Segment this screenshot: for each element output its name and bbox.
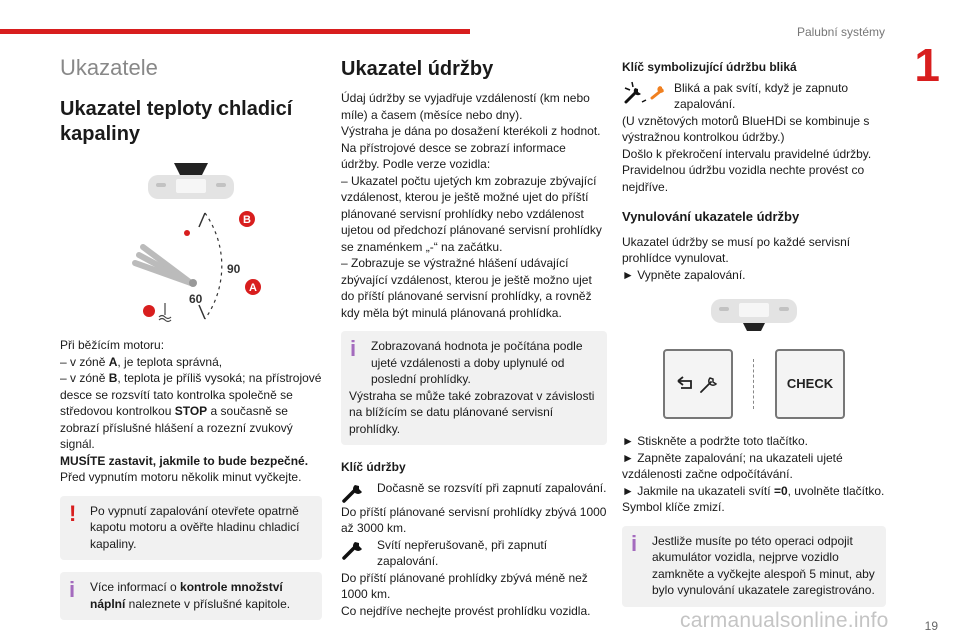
blinking-key-row: [622, 80, 886, 113]
info-text: Více informací o kontrole množství náplní naleznete v příslušné kapitole.: [90, 580, 291, 611]
coolant-temp-icon: [159, 303, 171, 322]
service-asap-text: Pravidelnou údržbu vozidla nechte provést co nejdříve.: [622, 163, 865, 194]
info-icon: i: [631, 530, 638, 556]
key-temporary-detail: Do příští plánované servisní prohlídky zbývá 1000 až 3000 km.: [341, 504, 607, 535]
coolant-heading: Ukazatel teploty chladicí kapaliny: [60, 98, 293, 145]
coolant-temperature-gauge: [121, 207, 261, 327]
service-message-text: – Zobrazuje se výstražné hlášení udávající zbývající vzdálenost, kterou je ještě možno ujet do příští plánované servisní prohlídky, a rovněž kdy měla být minulá plánovaná prohlídka.: [341, 256, 592, 320]
info-icon: i: [69, 577, 76, 602]
warning-icon: !: [69, 500, 77, 526]
info-text-calc: Zobrazovaná hodnota je počítána podle ujeté vzdálenosti a doby uplynulé od poslední prohlídky.: [371, 339, 583, 386]
key-steady-text: Svítí nepřerušovaně, při zapnutí zapalování.: [377, 537, 548, 568]
service-indicator-heading: Ukazatel údržby: [341, 58, 494, 80]
engine-running-text: Při běžícím motoru:: [60, 338, 165, 352]
column-coolant: [60, 55, 322, 632]
key-steady-row: [341, 537, 607, 570]
column-service-indicator: [341, 55, 607, 619]
zone-a-label: A: [249, 282, 257, 294]
press-hold-step: ► Stiskněte a podržte toto tlačítko.: [622, 434, 808, 448]
wrench-icon: [341, 480, 367, 504]
wait-text: Před vypnutím motoru několik minut vyčkejte.: [60, 470, 302, 484]
key-steady-advice: Co nejdříve nechejte provést prohlídku vozidla.: [341, 603, 591, 618]
info-text-date: Výstraha se může také zobrazovat v závislosti na blížícím se datu plánované servisní prohlídky.: [349, 388, 595, 436]
maintenance-key-heading: Klíč údržby: [341, 460, 406, 474]
key-temporary-row: [341, 480, 607, 504]
info-box-coolant: [60, 572, 322, 620]
key-steady-detail: Do příští plánované prohlídky zbývá méně než 1000 km.: [341, 570, 588, 601]
return-wrench-icon: [675, 373, 721, 395]
chapter-number: 1: [914, 39, 940, 91]
wrench-icon: [341, 537, 367, 561]
ignition-on-step: ► Zapněte zapalování; na ukazateli ujeté vzdálenosti začne odpočítávání.: [622, 450, 843, 481]
blinking-wrench-icon: [622, 80, 666, 106]
reset-heading: Vynulování ukazatele údržby: [622, 209, 800, 224]
zone-b-label: B: [243, 214, 251, 226]
dashboard-illustration: [146, 161, 236, 201]
service-display-text: Na přístrojové desce se zobrazí informace údržby. Podle verze vozidla:: [341, 140, 566, 171]
section-title: Ukazatele: [60, 55, 158, 80]
info-icon: i: [350, 336, 357, 361]
dashboard-illustration: [709, 297, 799, 337]
trip-reset-button[interactable]: [663, 349, 733, 419]
info-box-reset: [622, 526, 886, 607]
warning-box: [60, 496, 322, 561]
zone-b-text: – v zóně B, teplota je příliš vysoká; na přístrojové desce se rozsvítí tato kontrolka společně se středovou kontrolkou STOP a současně se zobrazí příslušné hlášení a rozezní zvukový signál.: [60, 371, 322, 451]
reset-intro-text: Ukazatel údržby se musí po každé servisní prohlídce vynulovat.: [622, 234, 851, 265]
watermark: carmanualsonline.info: [680, 609, 889, 632]
gauge-mark-90: 90: [227, 262, 241, 276]
divider: [753, 359, 755, 409]
page-number: 19: [924, 618, 938, 633]
warning-text: Po vypnutí zapalování otevřete opatrně kapotu motoru a ověřte hladinu chladicí kapaliny.: [90, 503, 300, 551]
ignition-off-step: ► Vypněte zapalování.: [622, 267, 746, 282]
blinking-key-text: Bliká a pak svítí, když je zapnuto zapalování.: [674, 80, 849, 111]
release-step: ► Jakmile na ukazateli svítí =0, uvolněte tlačítko. Symbol klíče zmizí.: [622, 483, 885, 514]
info-box-service: [341, 331, 607, 445]
interval-exceeded-text: Došlo k překročení intervalu pravidelné údržby.: [622, 146, 872, 161]
check-button[interactable]: CHECK: [775, 349, 845, 419]
bluehdi-note: (U vznětových motorů BlueHDi se kombinuje s výstražnou kontrolkou údržby.): [622, 113, 870, 144]
key-temporary-text: Dočasně se rozsvítí při zapnutí zapalování.: [377, 480, 607, 495]
zone-a-text: – v zóně A, je teplota správná,: [60, 354, 223, 369]
reset-buttons-illustration: [622, 349, 886, 419]
info-text-battery: Jestliže musíte po této operaci odpojit akumulátor vozidla, nejprve vozidlo zamkněte a vyčkejte alespoň 5 minut, aby bylo vynulování ukazatele zaregistrováno.: [652, 533, 875, 597]
service-odometer-text: – Ukazatel počtu ujetých km zobrazuje zbývající vzdálenost, kterou je ještě možné ujet do příští plánované servisní prohlídky nebo vzdálenost ujetou od předchozí plánované servisní prohlídky se znaménkem „-“ na začátku.: [341, 173, 602, 254]
column-reset: [622, 55, 886, 619]
service-intro-text: Údaj údržby se vyjadřuje vzdáleností (km nebo míle) a časem (měsíce nebo dny).: [341, 91, 590, 122]
stop-warning-text: MUSÍTE zastavit, jakmile to bude bezpečné.: [60, 453, 309, 468]
blinking-key-heading: Klíč symbolizující údržbu bliká: [622, 60, 797, 74]
gauge-mark-60: 60: [189, 292, 203, 306]
top-accent-bar: [0, 29, 470, 34]
chapter-header-title: Palubní systémy: [796, 25, 885, 39]
service-alert-text: Výstraha je dána po dosažení kterékoli z hodnot.: [341, 124, 601, 138]
